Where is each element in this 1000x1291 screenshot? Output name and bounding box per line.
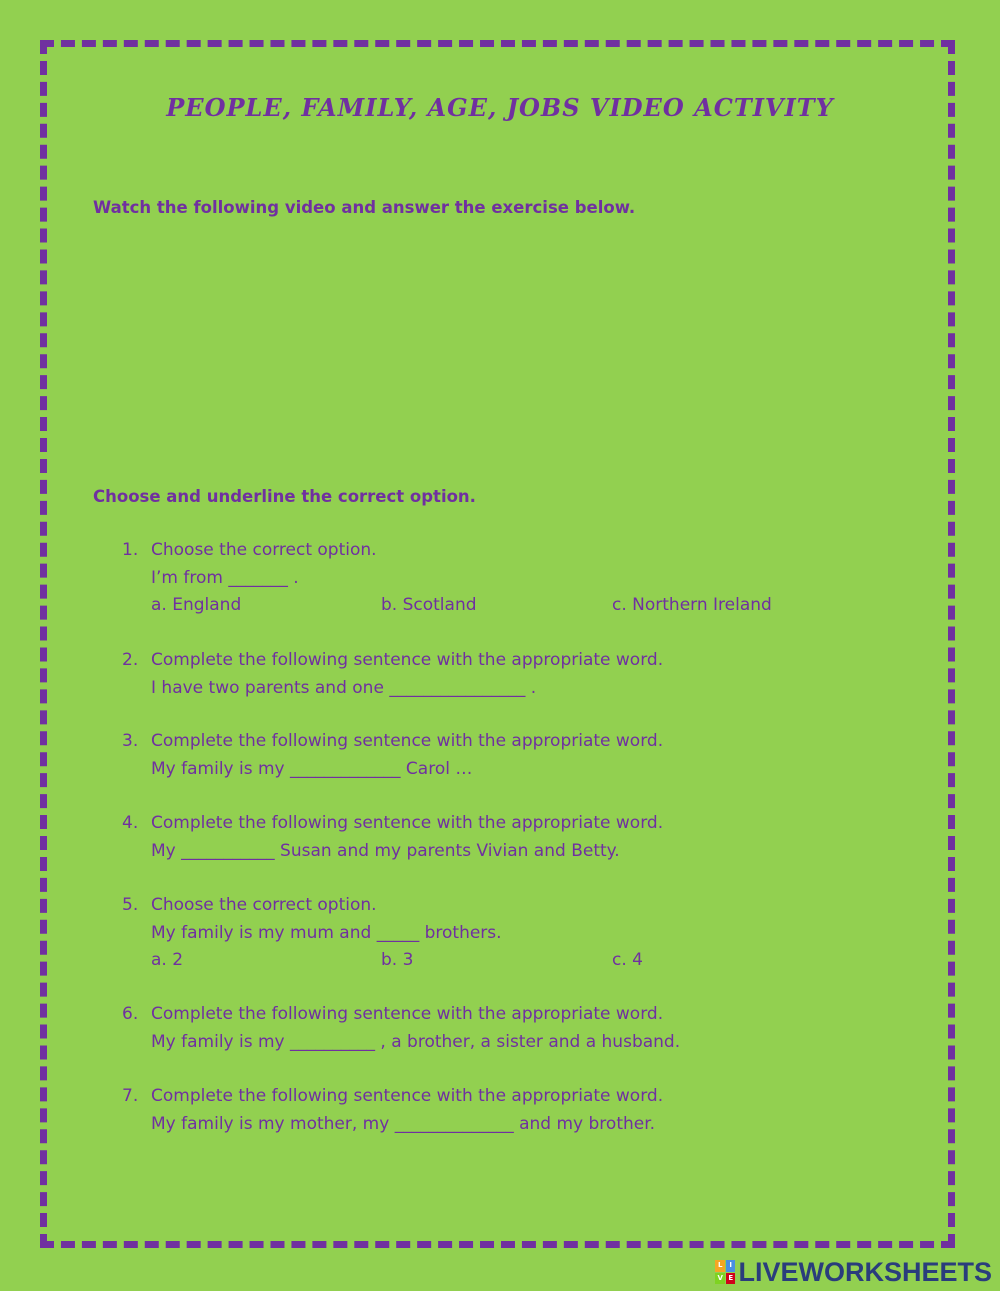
option-a[interactable]: a. 2 [151, 950, 184, 970]
question-prompt: Complete the following sentence with the appropriate word. [151, 731, 664, 751]
question-sentence[interactable]: I have two parents and one ________________ . [151, 678, 537, 698]
question-sentence[interactable]: My ___________ Susan and my parents Vivian and Betty. [151, 841, 620, 861]
question-sentence[interactable]: My family is my mum and _____ brothers. [151, 923, 502, 943]
question-number: 3. [122, 731, 139, 751]
logo-text: LIVEWORKSHEETS [738, 1256, 992, 1287]
question-number: 1. [122, 540, 139, 560]
question-prompt: Complete the following sentence with the appropriate word. [151, 1086, 664, 1106]
logo-letter: I [726, 1260, 736, 1272]
live-logo-icon [715, 1260, 735, 1284]
question-number: 6. [122, 1004, 139, 1024]
question-prompt: Choose the correct option. [151, 895, 377, 915]
video-instruction: Watch the following video and answer the exercise below. [93, 198, 636, 217]
option-c[interactable]: c. Northern Ireland [612, 595, 772, 615]
question-number: 4. [122, 813, 139, 833]
video-placeholder [93, 240, 903, 460]
question-sentence[interactable]: My family is my mother, my ______________ and my brother. [151, 1114, 656, 1134]
liveworksheets-logo [715, 1257, 992, 1287]
question-prompt: Complete the following sentence with the appropriate word. [151, 1004, 664, 1024]
question-sentence[interactable]: My family is my __________ , a brother, a sister and a husband. [151, 1032, 681, 1052]
logo-letter: V [715, 1273, 725, 1285]
option-b[interactable]: b. Scotland [381, 595, 477, 615]
question-prompt: Complete the following sentence with the appropriate word. [151, 650, 664, 670]
option-b[interactable]: b. 3 [381, 950, 414, 970]
question-prompt: Complete the following sentence with the appropriate word. [151, 813, 664, 833]
option-a[interactable]: a. England [151, 595, 242, 615]
logo-letter: E [726, 1273, 736, 1285]
question-number: 7. [122, 1086, 139, 1106]
option-c[interactable]: c. 4 [612, 950, 643, 970]
question-prompt: Choose the correct option. [151, 540, 377, 560]
page-title: PEOPLE, FAMILY, AGE, JOBS VIDEO ACTIVITY [166, 93, 834, 122]
question-number: 5. [122, 895, 139, 915]
question-sentence[interactable]: I’m from _______ . [151, 568, 299, 588]
dashed-page-border [40, 40, 955, 1248]
question-sentence[interactable]: My family is my _____________ Carol … [151, 759, 473, 779]
exercise-instruction: Choose and underline the correct option. [93, 487, 476, 506]
question-number: 2. [122, 650, 139, 670]
logo-letter: L [715, 1260, 725, 1272]
